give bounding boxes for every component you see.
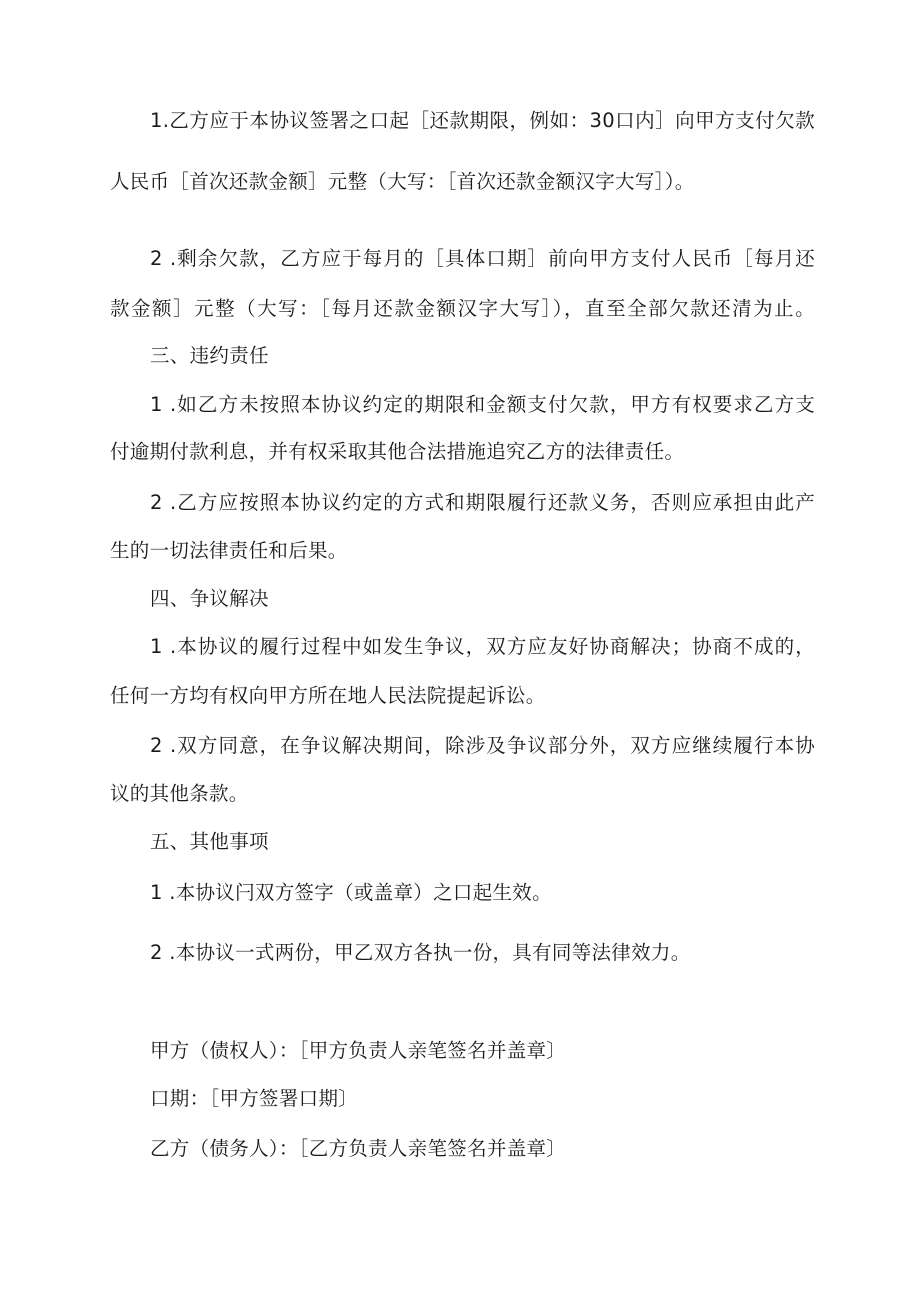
section-4-clause-1-line-2: 任何一方均有权向甲方所在地人民法院提起诉讼。 xyxy=(110,684,546,707)
party-a-signature-line: 甲方（债权人）：［甲方负责人亲笔签名并盖章〕 xyxy=(150,1039,567,1062)
party-a-date-line: 口期：［甲方签署口期〕 xyxy=(150,1087,359,1110)
section-5-clause-1: 1 .本协议闩双方签字（或盖章）之口起生效。 xyxy=(150,881,552,904)
section-3-clause-1-line-2: 付逾期付款利息，并有权采取其他合法措施追究乙方的法律责任。 xyxy=(110,440,685,463)
clause-1-line-2: 人民币［首次还款金额］元整（大写：［首次还款金额汉字大写］）。 xyxy=(110,170,695,193)
section-4-clause-2-line-1: 2 .双方同意，在争议解决期间，除涉及争议部分外，双方应继续履行本协 xyxy=(150,734,815,757)
section-4-heading: 四、争议解决 xyxy=(150,587,269,610)
clause-2-line-1: 2 .剩余欠款，乙方应于每月的［具体口期］前向甲方支付人民币［每月还 xyxy=(150,247,815,270)
clause-2-line-2: 款金额］元整（大写：［每月还款金额汉字大写］），直至全部欠款还清为止。 xyxy=(110,297,815,320)
clause-1-line-1: 1.乙方应于本协议签署之口起［还款期限，例如：30口内］向甲方支付欠款 xyxy=(150,109,815,132)
section-3-clause-2-line-2: 生的一切法律责任和后果。 xyxy=(110,539,348,562)
section-5-clause-2: 2 .本协议一式两份，甲乙双方各执一份，具有同等法律效力。 xyxy=(150,941,691,964)
section-4-clause-1-line-1: 1 .本协议的履行过程中如发生争议，双方应友好协商解决；协商不成的， xyxy=(150,635,815,658)
section-5-heading: 五、其他事项 xyxy=(150,830,269,853)
section-4-clause-2-line-2: 议的其他条款。 xyxy=(110,782,249,805)
section-3-heading: 三、违约责任 xyxy=(150,344,269,367)
party-b-signature-line: 乙方（债务人）：［乙方负责人亲笔签名并盖章〕 xyxy=(150,1137,567,1160)
section-3-clause-1-line-1: 1 .如乙方未按照本协议约定的期限和金额支付欠款，甲方有权要求乙方支 xyxy=(150,393,815,416)
section-3-clause-2-line-1: 2 .乙方应按照本协议约定的方式和期限履行还款义务，否则应承担由此产 xyxy=(150,491,815,514)
